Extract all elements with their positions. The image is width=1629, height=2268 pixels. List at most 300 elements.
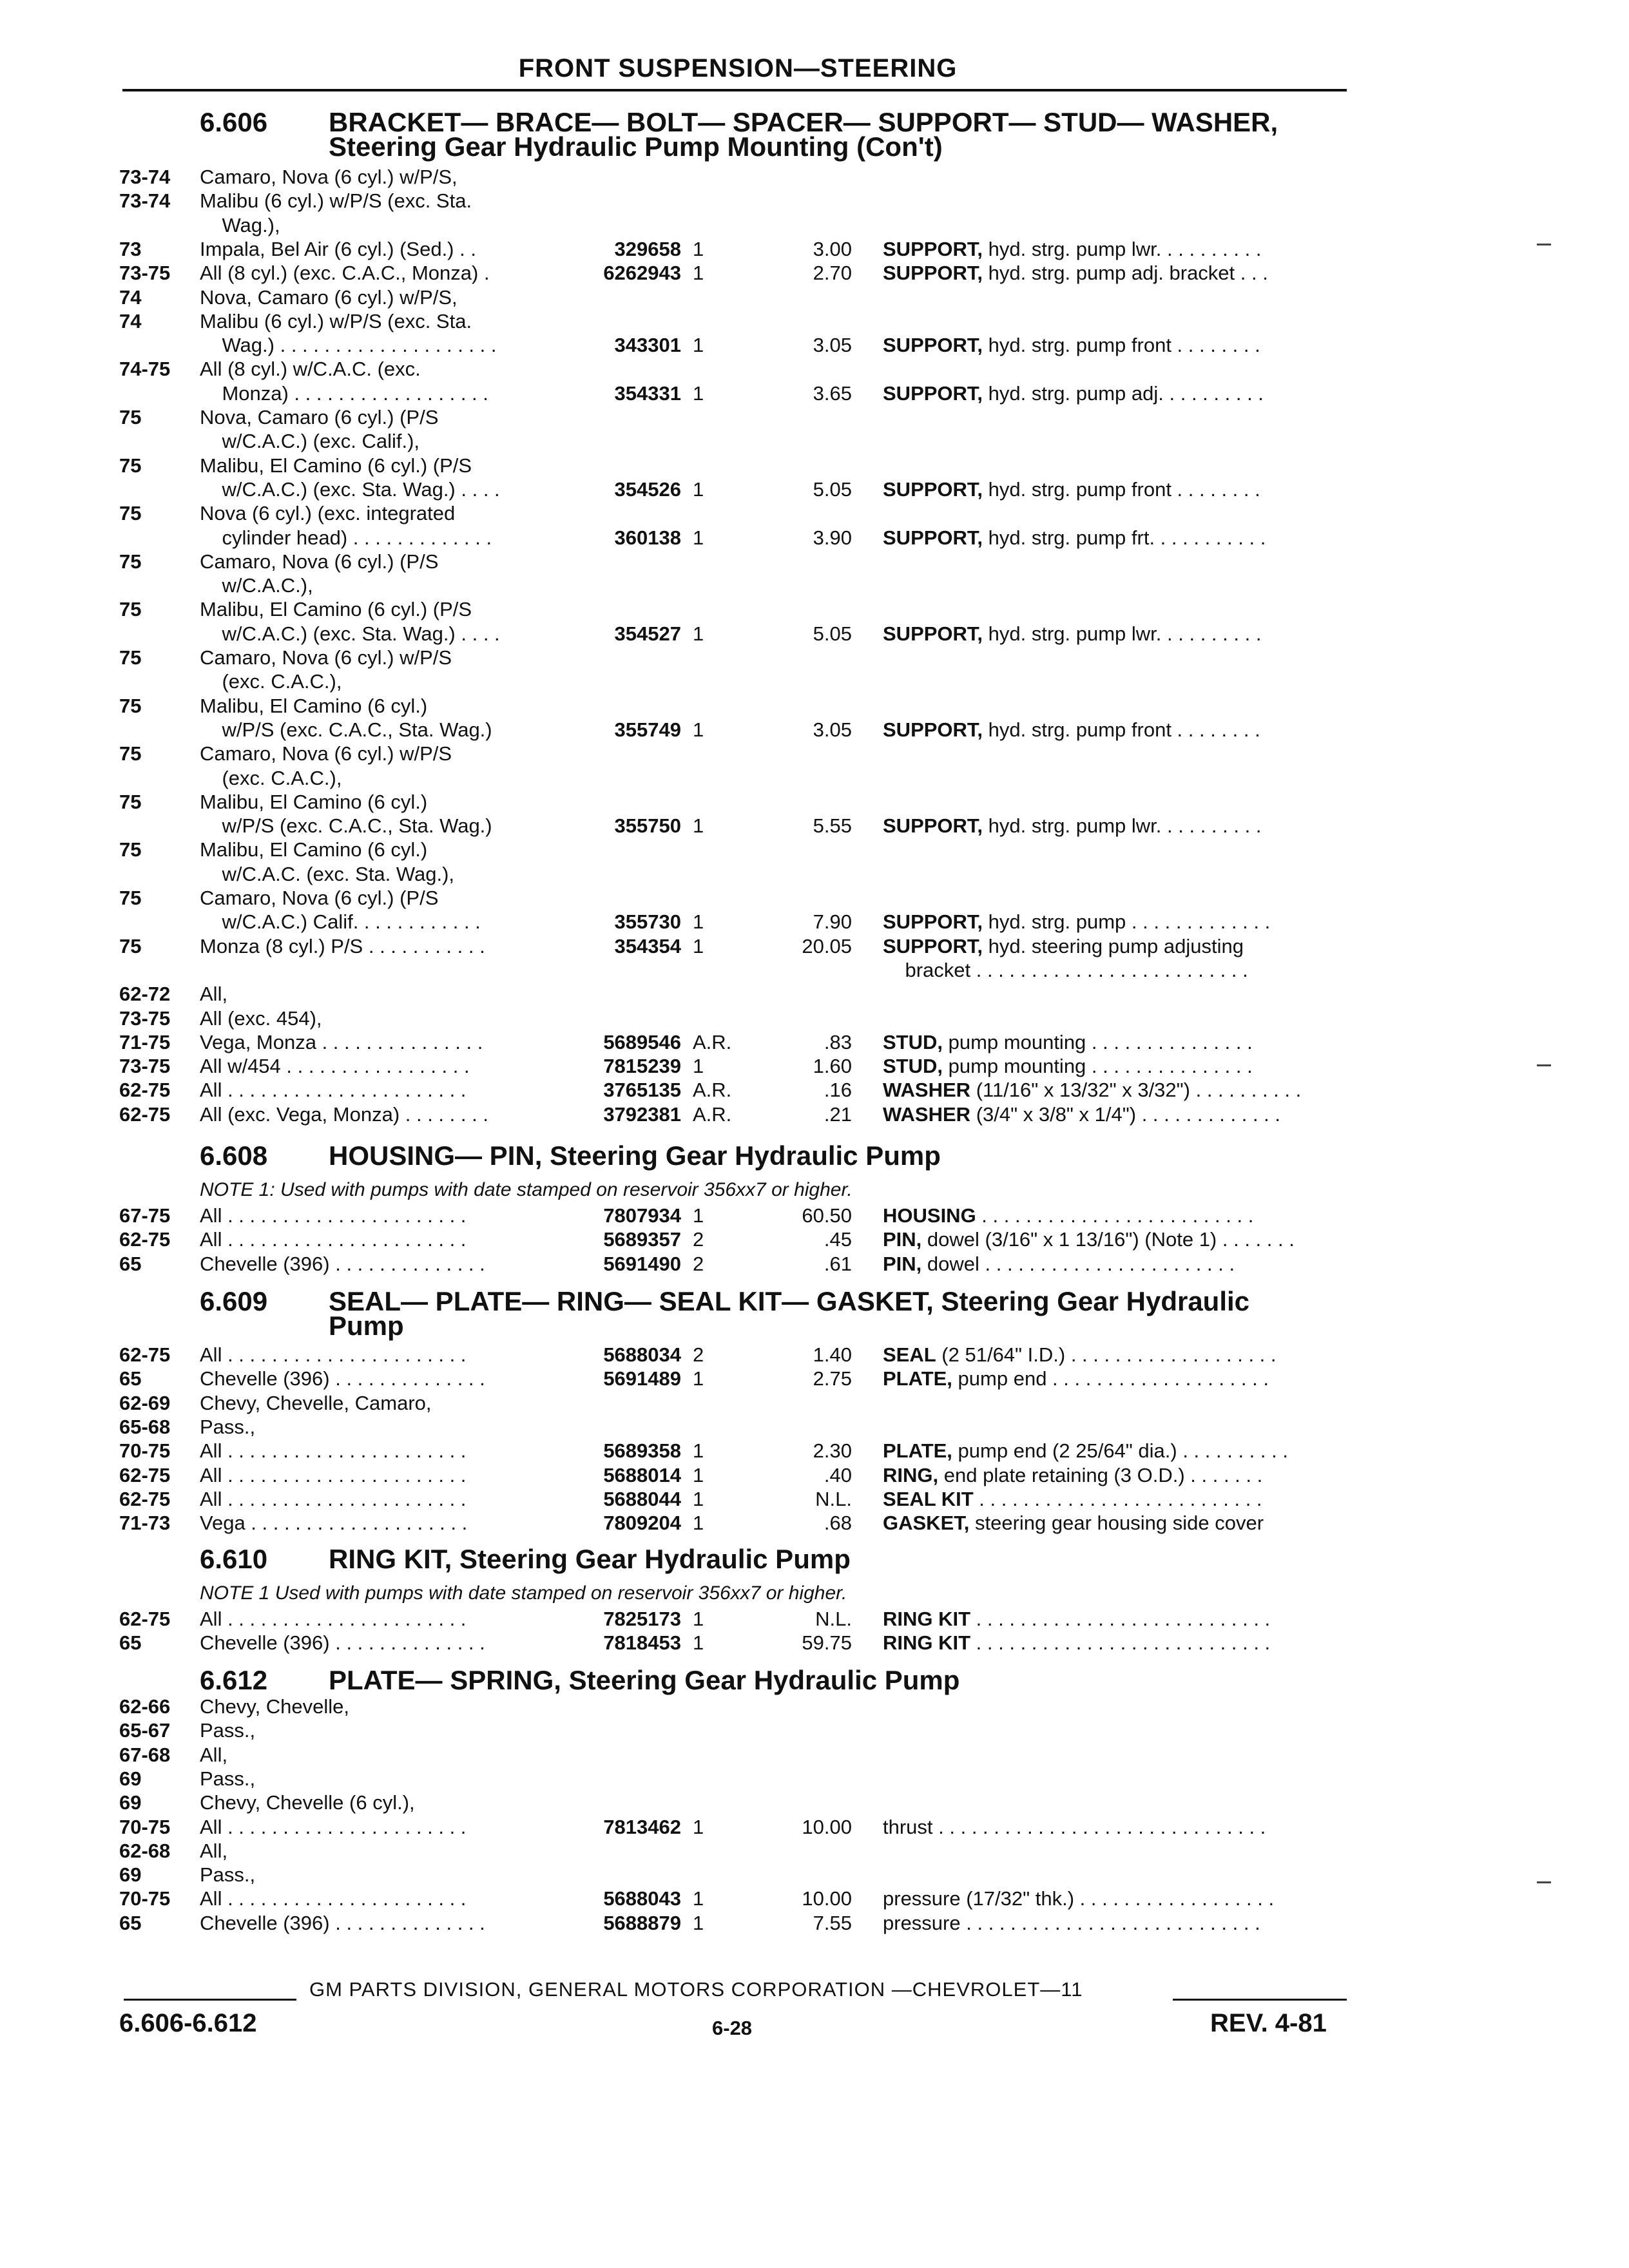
model-year: 73-75 <box>119 1055 171 1078</box>
part-name: SUPPORT, <box>883 718 983 741</box>
quantity: 1 <box>693 1631 704 1655</box>
model-year: 74-75 <box>119 358 171 381</box>
model-description: All (exc. Vega, Monza) . . . . . . . . <box>200 1102 488 1126</box>
model-year: 62-69 <box>119 1391 171 1414</box>
part-detail: . . . . . . . . . . . . . . . . . . . . . . . . . . . <box>970 1631 1271 1655</box>
part-description <box>883 1343 1347 1367</box>
part-number: 6262943 <box>603 262 681 285</box>
table-row <box>0 550 1629 574</box>
table-row <box>0 189 1629 213</box>
table-row <box>0 477 1629 502</box>
part-description <box>883 1102 1347 1127</box>
model-description: All w/454 . . . . . . . . . . . . . . . . . <box>200 1055 470 1078</box>
model-year: 70-75 <box>119 1439 171 1463</box>
model-description: Chevelle (396) . . . . . . . . . . . . . . <box>200 1252 485 1275</box>
part-number: 354526 <box>614 477 681 501</box>
model-year: 67-68 <box>119 1743 171 1766</box>
model-description: Impala, Bel Air (6 cyl.) (Sed.) . . <box>200 237 476 260</box>
model-description: Chevy, Chevelle, Camaro, <box>200 1391 432 1414</box>
model-description: Camaro, Nova (6 cyl.) w/P/S, <box>200 166 458 188</box>
table-row <box>0 742 1629 766</box>
model-year: 75 <box>119 550 142 573</box>
part-number: 5691489 <box>603 1367 681 1390</box>
model-year: 67-75 <box>119 1204 171 1227</box>
part-description <box>883 1227 1347 1252</box>
table-row <box>0 982 1629 1006</box>
part-name: PLATE, <box>883 1367 952 1390</box>
quantity: 2 <box>693 1252 704 1275</box>
table-row <box>0 501 1629 526</box>
model-description: Monza (8 cyl.) P/S . . . . . . . . . . . <box>200 934 485 957</box>
table-row <box>0 261 1629 285</box>
part-name: GASKET, <box>883 1512 970 1535</box>
footer-text: GM PARTS DIVISION, GENERAL MOTORS CORPORATION —CHEVROLET—11 <box>309 1978 1083 2001</box>
model-description: All, <box>200 983 228 1006</box>
model-description: All . . . . . . . . . . . . . . . . . . . . . . <box>200 1887 467 1910</box>
model-year: 73-74 <box>119 189 171 213</box>
model-description: All . . . . . . . . . . . . . . . . . . . . . . <box>200 1487 467 1510</box>
model-description: Malibu, El Camino (6 cyl.) <box>200 838 428 861</box>
table-row <box>0 285 1629 310</box>
table-row <box>0 429 1629 454</box>
part-description <box>883 1607 1347 1631</box>
quantity: 1 <box>693 622 704 645</box>
part-name: SUPPORT, <box>883 262 983 285</box>
part-name: RING KIT <box>883 1608 971 1630</box>
table-row <box>0 405 1629 430</box>
part-name: SUPPORT, <box>883 934 983 957</box>
part-number: 5688879 <box>603 1911 681 1934</box>
part-detail: pump end . . . . . . . . . . . . . . . . . . . . <box>952 1367 1269 1390</box>
title-rule <box>122 89 1347 91</box>
model-description: All (8 cyl.) w/C.A.C. (exc. <box>200 358 421 381</box>
table-row <box>0 1415 1629 1439</box>
part-description <box>883 622 1347 646</box>
part-name: WASHER <box>883 1102 971 1126</box>
table-row <box>0 814 1629 838</box>
model-description: Chevelle (396) . . . . . . . . . . . . . . <box>200 1367 485 1390</box>
model-year: 62-66 <box>119 1695 171 1718</box>
part-detail: hyd. strg. pump lwr. . . . . . . . . . <box>983 237 1262 260</box>
part-number: 354354 <box>614 934 681 957</box>
table-row <box>0 1006 1629 1031</box>
model-description: (exc. C.A.C.), <box>200 670 342 693</box>
quantity: 1 <box>693 334 704 357</box>
price: 2.30 <box>813 1439 852 1463</box>
part-description <box>883 910 1347 934</box>
table-row <box>0 1767 1629 1791</box>
price: .83 <box>824 1030 852 1053</box>
section-title-cont: Steering Gear Hydraulic Pump Mounting (Con't) <box>329 131 943 162</box>
part-number: 360138 <box>614 526 681 549</box>
footer-rule <box>124 1999 296 2001</box>
footer-rule <box>1173 1999 1347 2001</box>
price: 3.05 <box>813 718 852 741</box>
part-number: 7807934 <box>603 1204 681 1227</box>
part-description <box>883 1815 1347 1840</box>
section-number: 6.608 <box>200 1140 268 1171</box>
model-year: 73 <box>119 237 142 260</box>
section-number: 6.612 <box>200 1665 268 1695</box>
part-description <box>883 1631 1347 1655</box>
model-description: Malibu, El Camino (6 cyl.) <box>200 790 428 813</box>
part-detail: (3/4" x 3/8" x 1/4") . . . . . . . . . . . . . <box>970 1102 1281 1126</box>
table-row <box>0 333 1629 358</box>
section-title: HOUSING— PIN, Steering Gear Hydraulic Pump <box>329 1140 941 1171</box>
model-description: All . . . . . . . . . . . . . . . . . . . . . . <box>200 1228 467 1251</box>
part-number: 354331 <box>614 381 681 405</box>
part-detail: hyd. steering pump adjusting <box>983 934 1244 957</box>
section-title-cont: Pump <box>329 1311 404 1341</box>
quantity: 1 <box>693 1815 704 1838</box>
quantity: A.R. <box>693 1079 732 1102</box>
price: 59.75 <box>802 1631 852 1655</box>
table-row <box>0 1815 1629 1840</box>
part-name: SUPPORT, <box>883 526 983 549</box>
part-description <box>883 333 1347 358</box>
section-title: PLATE— SPRING, Steering Gear Hydraulic Pump <box>329 1665 960 1695</box>
model-year: 65 <box>119 1252 142 1275</box>
model-description: Malibu, El Camino (6 cyl.) <box>200 694 428 717</box>
table-row <box>0 165 1629 189</box>
model-description: Malibu (6 cyl.) w/P/S (exc. Sta. <box>200 309 472 332</box>
price: 3.05 <box>813 334 852 357</box>
table-row <box>0 838 1629 862</box>
model-description: Wag.), <box>200 213 280 236</box>
part-detail: hyd. strg. pump front . . . . . . . . <box>983 334 1260 357</box>
model-description: All . . . . . . . . . . . . . . . . . . . . . . <box>200 1608 467 1630</box>
quantity: 1 <box>693 1608 704 1630</box>
part-number: 5688044 <box>603 1487 681 1510</box>
model-year: 62-75 <box>119 1487 171 1510</box>
model-description: w/C.A.C.), <box>200 574 313 597</box>
table-row <box>0 1054 1629 1079</box>
model-description: Camaro, Nova (6 cyl.) w/P/S <box>200 646 452 669</box>
part-detail: thrust . . . . . . . . . . . . . . . . . . . . . . . . . . . . . . <box>883 1815 1266 1838</box>
model-year: 75 <box>119 742 142 765</box>
quantity: 1 <box>693 381 704 405</box>
model-description: Vega . . . . . . . . . . . . . . . . . . . . <box>200 1512 468 1535</box>
model-description: Pass., <box>200 1719 256 1742</box>
price: .16 <box>824 1079 852 1102</box>
part-detail: hyd. strg. pump adj. bracket . . . <box>983 262 1268 285</box>
table-row <box>0 1511 1629 1535</box>
quantity: A.R. <box>693 1102 732 1126</box>
quantity: 1 <box>693 1463 704 1486</box>
price: 2.75 <box>813 1367 852 1390</box>
part-detail: dowel (3/16" x 1 13/16") (Note 1) . . . . . . . <box>921 1228 1295 1251</box>
footer-page-number: 6-28 <box>712 2017 753 2039</box>
part-detail: pump mounting . . . . . . . . . . . . . . . <box>943 1055 1253 1078</box>
section-title: RING KIT, Steering Gear Hydraulic Pump <box>329 1544 851 1574</box>
part-name: STUD, <box>883 1030 943 1053</box>
page-title: FRONT SUSPENSION—STEERING <box>518 54 958 82</box>
model-year: 69 <box>119 1767 142 1790</box>
part-name: HOUSING <box>883 1204 976 1227</box>
table-row <box>0 1439 1629 1463</box>
part-number: 5688034 <box>603 1343 681 1366</box>
model-description: Chevelle (396) . . . . . . . . . . . . . . <box>200 1911 485 1934</box>
part-name: SEAL <box>883 1343 936 1366</box>
table-row <box>0 1743 1629 1767</box>
model-year: 74 <box>119 309 142 332</box>
model-description: Camaro, Nova (6 cyl.) (P/S <box>200 550 439 573</box>
model-description: Malibu (6 cyl.) w/P/S (exc. Sta. <box>200 189 472 213</box>
table-row <box>0 1718 1629 1743</box>
table-row <box>0 1839 1629 1863</box>
part-detail: end plate retaining (3 O.D.) . . . . . . . <box>938 1463 1263 1486</box>
quantity: 2 <box>693 1228 704 1251</box>
price: N.L. <box>815 1608 852 1630</box>
model-year: 75 <box>119 646 142 669</box>
model-year: 75 <box>119 502 142 525</box>
table-row <box>0 1791 1629 1815</box>
price: 1.60 <box>813 1055 852 1078</box>
quantity: 1 <box>693 262 704 285</box>
table-row <box>0 454 1629 478</box>
table-row <box>0 213 1629 238</box>
model-year: 75 <box>119 598 142 621</box>
price: .40 <box>824 1463 852 1486</box>
model-year: 71-73 <box>119 1512 171 1535</box>
model-description: w/C.A.C.) Calif. . . . . . . . . . . . <box>200 910 481 934</box>
price: .61 <box>824 1252 852 1275</box>
table-row <box>0 1695 1629 1719</box>
quantity: 1 <box>693 1911 704 1934</box>
part-number: 5689358 <box>603 1439 681 1463</box>
table-row <box>0 597 1629 622</box>
model-description: Chevy, Chevelle, <box>200 1695 350 1718</box>
model-year: 74 <box>119 285 142 309</box>
model-description: w/C.A.C.) (exc. Sta. Wag.) . . . . <box>200 622 500 645</box>
model-year: 69 <box>119 1791 142 1814</box>
model-year: 65 <box>119 1631 142 1655</box>
part-detail: hyd. strg. pump front . . . . . . . . <box>983 477 1260 501</box>
price: 3.00 <box>813 237 852 260</box>
margin-mark <box>1537 1881 1551 1883</box>
model-year: 71-75 <box>119 1030 171 1053</box>
part-detail: (2 51/64" I.D.) . . . . . . . . . . . . . . . . . . . <box>936 1343 1277 1366</box>
model-year: 73-74 <box>119 166 171 188</box>
price: 3.65 <box>813 381 852 405</box>
part-number: 5688014 <box>603 1463 681 1486</box>
part-number: 5688043 <box>603 1887 681 1910</box>
model-description: Pass., <box>200 1863 256 1887</box>
table-row <box>0 1078 1629 1102</box>
model-description: Monza) . . . . . . . . . . . . . . . . . . <box>200 381 488 405</box>
table-row <box>0 766 1629 791</box>
part-description <box>883 1487 1347 1512</box>
part-number: 355750 <box>614 814 681 838</box>
part-detail: hyd. strg. pump . . . . . . . . . . . . . <box>983 910 1271 934</box>
part-description <box>883 1463 1347 1488</box>
model-description: Vega, Monza . . . . . . . . . . . . . . . <box>200 1030 483 1053</box>
model-description: Chevy, Chevelle (6 cyl.), <box>200 1791 415 1814</box>
price: .45 <box>824 1228 852 1251</box>
price: 10.00 <box>802 1887 852 1910</box>
part-description <box>883 814 1347 838</box>
part-description <box>883 477 1347 502</box>
price: 2.70 <box>813 262 852 285</box>
part-description <box>883 1078 1347 1102</box>
model-description: Camaro, Nova (6 cyl.) (P/S <box>200 887 439 909</box>
quantity: 1 <box>693 1887 704 1910</box>
part-detail: hyd. strg. pump frt. . . . . . . . . . . <box>983 526 1266 549</box>
part-number: 7813462 <box>603 1815 681 1838</box>
section-title: BRACKET— BRACE— BOLT— SPACER— SUPPORT— STUD— WASHER, <box>329 107 1278 137</box>
part-detail: pump mounting . . . . . . . . . . . . . . . <box>943 1030 1253 1053</box>
table-row <box>0 790 1629 814</box>
part-detail: steering gear housing side cover <box>969 1512 1264 1535</box>
section-note: NOTE 1 Used with pumps with date stamped on reservoir 356xx7 or higher. <box>200 1582 847 1604</box>
price: 7.90 <box>813 910 852 934</box>
part-detail: . . . . . . . . . . . . . . . . . . . . . . . . . . <box>973 1487 1262 1510</box>
table-row <box>0 1252 1629 1276</box>
part-number: 7818453 <box>603 1631 681 1655</box>
table-row <box>0 357 1629 381</box>
table-row <box>0 526 1629 550</box>
model-year: 75 <box>119 934 142 957</box>
model-year: 73-75 <box>119 262 171 285</box>
model-description: w/C.A.C.) (exc. Calif.), <box>200 430 420 453</box>
model-description: All (exc. 454), <box>200 1006 322 1030</box>
model-description: w/C.A.C. (exc. Sta. Wag.), <box>200 862 455 885</box>
part-number: 5689546 <box>603 1030 681 1053</box>
table-row <box>0 910 1629 934</box>
part-number: 7825173 <box>603 1608 681 1630</box>
price: 3.90 <box>813 526 852 549</box>
model-description: Wag.) . . . . . . . . . . . . . . . . . . . . <box>200 334 497 357</box>
part-number: 354527 <box>614 622 681 645</box>
table-row <box>0 1343 1629 1367</box>
margin-mark <box>1537 244 1551 245</box>
quantity: 1 <box>693 718 704 741</box>
model-description: Nova (6 cyl.) (exc. integrated <box>200 502 456 525</box>
model-year: 75 <box>119 406 142 428</box>
model-year: 65 <box>119 1367 142 1390</box>
part-description <box>883 381 1347 406</box>
model-description: (exc. C.A.C.), <box>200 766 342 789</box>
part-detail: dowel . . . . . . . . . . . . . . . . . . . . . . . <box>921 1252 1235 1275</box>
model-year: 62-75 <box>119 1102 171 1126</box>
quantity: 1 <box>693 477 704 501</box>
model-description: All . . . . . . . . . . . . . . . . . . . . . . <box>200 1204 467 1227</box>
table-row <box>0 1227 1629 1252</box>
model-year: 62-68 <box>119 1839 171 1862</box>
model-description: Nova, Camaro (6 cyl.) w/P/S, <box>200 285 458 309</box>
table-row <box>0 718 1629 742</box>
table-row <box>0 669 1629 694</box>
price: 5.05 <box>813 477 852 501</box>
part-description <box>883 958 1347 983</box>
part-detail: hyd. strg. pump adj. . . . . . . . . . <box>983 381 1264 405</box>
model-year: 62-75 <box>119 1228 171 1251</box>
part-description <box>883 1439 1347 1463</box>
part-name: SUPPORT, <box>883 910 983 934</box>
part-name: RING KIT <box>883 1631 971 1655</box>
table-row <box>0 862 1629 887</box>
section-number: 6.606 <box>200 107 268 137</box>
section-number: 6.609 <box>200 1286 268 1316</box>
table-row <box>0 1391 1629 1416</box>
price: 5.55 <box>813 814 852 838</box>
price: 60.50 <box>802 1204 852 1227</box>
model-year: 75 <box>119 790 142 813</box>
model-year: 62-75 <box>119 1463 171 1486</box>
part-name: WASHER <box>883 1079 971 1102</box>
model-description: All . . . . . . . . . . . . . . . . . . . . . . <box>200 1439 467 1463</box>
part-detail: . . . . . . . . . . . . . . . . . . . . . . . . . . . <box>970 1608 1271 1630</box>
part-name: SUPPORT, <box>883 814 983 838</box>
model-description: Nova, Camaro (6 cyl.) (P/S <box>200 406 439 428</box>
part-name: PLATE, <box>883 1439 952 1463</box>
section-number: 6.610 <box>200 1544 268 1574</box>
part-number: 3792381 <box>603 1102 681 1126</box>
table-row <box>0 1204 1629 1228</box>
part-detail: hyd. strg. pump lwr. . . . . . . . . . <box>983 622 1262 645</box>
part-number: 355749 <box>614 718 681 741</box>
table-row <box>0 1367 1629 1391</box>
model-description: w/C.A.C.) (exc. Sta. Wag.) . . . . <box>200 477 500 501</box>
part-description <box>883 1054 1347 1079</box>
price: .21 <box>824 1102 852 1126</box>
table-row <box>0 886 1629 910</box>
table-row <box>0 237 1629 262</box>
table-row <box>0 1631 1629 1655</box>
price: 20.05 <box>802 934 852 957</box>
part-detail: pump end (2 25/64" dia.) . . . . . . . . . . <box>952 1439 1288 1463</box>
model-year: 75 <box>119 694 142 717</box>
margin-mark <box>1537 1064 1551 1066</box>
quantity: 1 <box>693 934 704 957</box>
table-row <box>0 1463 1629 1488</box>
table-row <box>0 646 1629 670</box>
model-description: Chevelle (396) . . . . . . . . . . . . . . <box>200 1631 485 1655</box>
part-description <box>883 1252 1347 1276</box>
model-year: 70-75 <box>119 1815 171 1838</box>
part-name: PIN, <box>883 1228 922 1251</box>
part-number: 5689357 <box>603 1228 681 1251</box>
table-row <box>0 573 1629 598</box>
part-number: 7809204 <box>603 1512 681 1535</box>
model-description: All (8 cyl.) (exc. C.A.C., Monza) . <box>200 262 490 285</box>
model-year: 75 <box>119 838 142 861</box>
table-row <box>0 1102 1629 1127</box>
model-description: All . . . . . . . . . . . . . . . . . . . . . . <box>200 1815 467 1838</box>
quantity: 2 <box>693 1343 704 1366</box>
part-description <box>883 261 1347 285</box>
quantity: 1 <box>693 814 704 838</box>
model-description: Malibu, El Camino (6 cyl.) (P/S <box>200 454 472 477</box>
part-description <box>883 934 1347 959</box>
model-description: All . . . . . . . . . . . . . . . . . . . . . . <box>200 1463 467 1486</box>
quantity: 1 <box>693 1204 704 1227</box>
part-detail: bracket . . . . . . . . . . . . . . . . . . . . . . . . . <box>883 958 1248 981</box>
price: 10.00 <box>802 1815 852 1838</box>
quantity: 1 <box>693 237 704 260</box>
part-name: SUPPORT, <box>883 237 983 260</box>
footer-revision: REV. 4-81 <box>1210 2009 1327 2037</box>
part-name: STUD, <box>883 1055 943 1078</box>
footer-section-range: 6.606-6.612 <box>119 2009 257 2037</box>
quantity: 1 <box>693 526 704 549</box>
part-detail: hyd. strg. pump front . . . . . . . . <box>983 718 1260 741</box>
model-year: 65-67 <box>119 1719 171 1742</box>
model-year: 70-75 <box>119 1887 171 1910</box>
model-description: All, <box>200 1839 228 1862</box>
model-year: 69 <box>119 1863 142 1887</box>
table-row <box>0 622 1629 646</box>
